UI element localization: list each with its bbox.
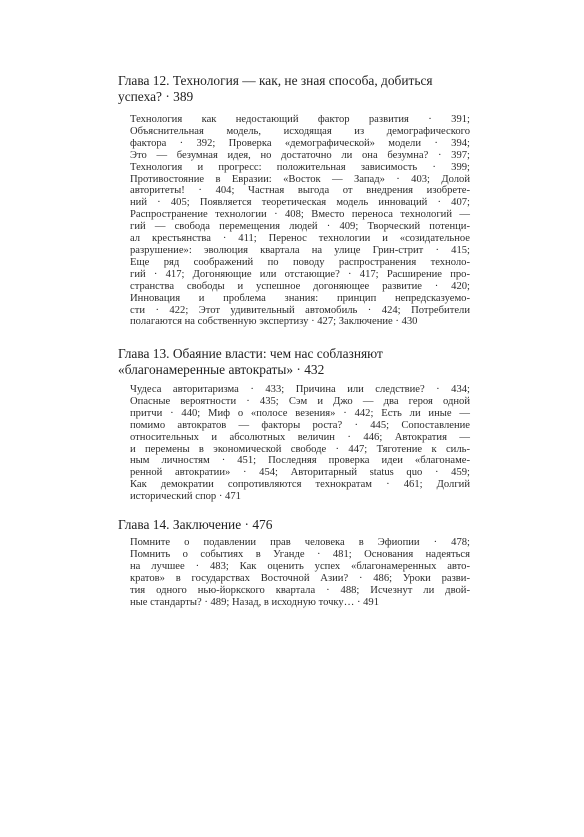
contents-line: Инновация и проблема знания: принцип непредсказуемо- [130,292,470,304]
contents-line: Помните о подавлении прав человека в Эфиопии · 478; [130,537,470,548]
contents-line: Опасные вероятности · 435; Сэм и Джо — два героя одной [130,395,470,407]
chapter-14-title [118,517,478,533]
chapter-title-line: Глава 13. Обаяние власти: чем нас соблазняют [118,346,383,361]
contents-line: Как демократии сопротивляются технократам · 461; Долгий [130,479,470,491]
contents-line: гий — свобода перемещения людей · 409; Творческий потенци- [130,221,470,233]
contents-line: разрушение»: эволюция квартала на улице Грин-стрит · 415; [130,244,470,256]
chapter-13-contents [130,384,470,503]
contents-line: гий · 417; Догоняющие или отстающие? · 417; Расширение про- [130,268,470,280]
contents-line: и перемены в экономической свободе · 447; Тяготение к силь- [130,443,470,455]
contents-line: Распространение технологии · 408; Вместо переноса технологий — [130,209,470,221]
contents-line: относительных и абсолютных величин · 446; Автократия — [130,431,470,443]
contents-line: Чудеса авторитаризма · 433; Причина или следствие? · 434; [130,384,470,395]
chapter-12-contents [130,114,470,328]
contents-line: кратов» в государствах Восточной Азии? · 486; Уроки разви- [130,572,470,584]
chapter-title-line: успеха? · 389 [118,89,194,104]
contents-line: Противостояние в Евразии: «Восток — Запад» · 403; Долой [130,173,470,185]
contents-line: авторитеты! · 404; Частная выгода от внедрения изобрете- [130,185,470,197]
contents-line: притчи · 440; Миф о «полосе везения» · 442; Есть ли иные — [130,407,470,419]
contents-line: фактора · 392; Проверка «демографической» модели · 394; [130,137,470,149]
contents-line: Это — безумная идея, но достаточно ли она безумна? · 397; [130,149,470,161]
contents-line: ренной автократии» · 454; Авторитарный status quo · 459; [130,467,470,479]
chapter-14-contents [130,537,470,608]
contents-line: ний · 405; Появляется теоретическая модель инноваций · 407; [130,197,470,209]
contents-line: тия одного нью-йоркского квартала · 488; Исчезнут ли двой- [130,584,470,596]
contents-line: ным личностям · 451; Последняя проверка идеи «благонаме- [130,455,470,467]
chapter-12-title [118,73,478,105]
chapter-title-line: «благонамеренные автократы» · 432 [118,362,325,377]
contents-line: ные стандарты? · 489; Назад, в исходную точку… · 491 [130,596,380,608]
chapter-title-line: Глава 14. Заключение · 476 [118,517,273,532]
contents-line: Технология и прогресс: положительная зависимость · 399; [130,161,470,173]
contents-line: странства свободы и успешное догоняющее развитие · 420; [130,280,470,292]
contents-line: Объяснительная модель, исходящая из демографического [130,125,470,137]
contents-line: исторический спор · 471 [130,491,241,503]
contents-line: Еще ряд соображений по поводу распространения техноло- [130,256,470,268]
contents-line: на лучшее · 483; Как оценить успех «благонамеренных авто- [130,560,470,572]
contents-line: полагаются на собственную экспертизу · 427; Заключение · 430 [130,316,418,328]
contents-line: сти · 422; Этот удивительный автомобиль · 424; Потребители [130,304,470,316]
contents-line: Помнить о событиях в Уганде · 481; Основания надеяться [130,548,470,560]
contents-line: Технология как недостающий фактор развития · 391; [130,114,470,125]
chapter-13-title [118,346,478,378]
contents-line: ал крестьянства · 411; Перенос технологии и «созидательное [130,233,470,245]
chapter-title-line: Глава 12. Технология — как, не зная способа, добиться [118,73,433,88]
contents-line: помимо автократов — факторы роста? · 445; Сопоставление [130,419,470,431]
